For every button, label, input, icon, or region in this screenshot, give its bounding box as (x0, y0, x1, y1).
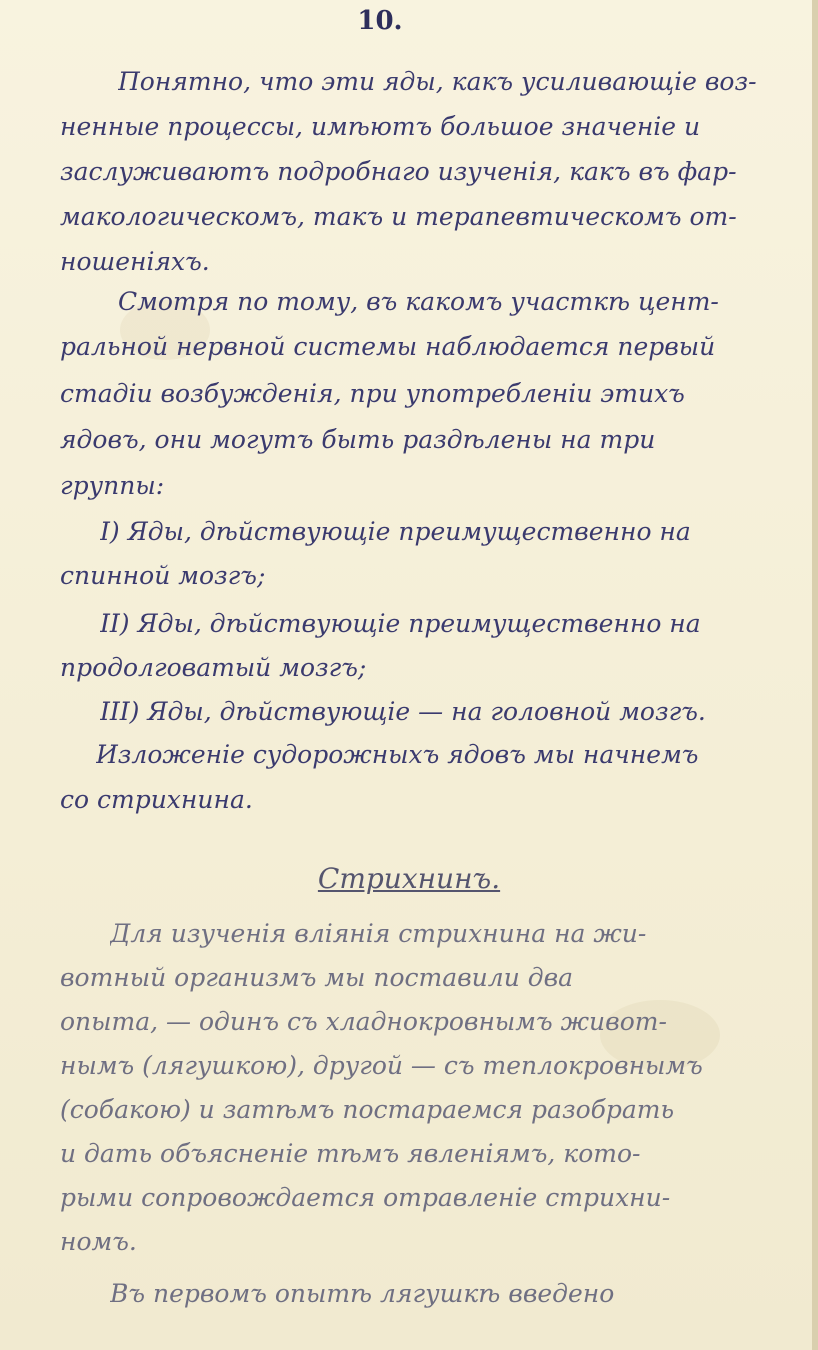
text-line: Въ первомъ опытѣ лягушкѣ введено (110, 1279, 615, 1308)
text-line: и дать объясненіе тѣмъ явленіямъ, кото- (60, 1139, 641, 1168)
text-line: ненные процессы, имѣютъ большое значеніе и (60, 112, 701, 141)
text-line: I) Яды, дѣйствующіе преимущественно на (100, 517, 691, 546)
text-line: ношеніяхъ. (60, 247, 210, 276)
text-line: группы: (60, 471, 165, 500)
text-line: Изложеніе судорожныхъ ядовъ мы начнемъ (96, 740, 699, 769)
text-line: со стрихнина. (60, 785, 253, 814)
page-number: 10. (357, 6, 403, 36)
page-edge (812, 0, 818, 1350)
text-line: III) Яды, дѣйствующіе — на головной мозгъ. (100, 697, 706, 726)
text-line: заслуживаютъ подробнаго изученія, какъ въ фар- (60, 157, 737, 186)
text-line: спинной мозгъ; (60, 561, 266, 590)
text-line: Смотря по тому, въ какомъ участкѣ цент- (118, 287, 719, 316)
text-line: номъ. (60, 1227, 137, 1256)
text-line: макологическомъ, такъ и терапевтическомъ от- (60, 202, 737, 231)
text-line: стадіи возбужденія, при употребленіи этихъ (60, 379, 685, 408)
text-line: (собакою) и затѣмъ постараемся разобрать (60, 1095, 675, 1124)
text-line: Понятно, что эти яды, какъ усиливающіе воз- (118, 67, 757, 96)
text-line: рыми сопровождается отравленіе стрихни- (60, 1183, 671, 1212)
text-line: ральной нервной системы наблюдается первый (60, 332, 716, 361)
text-line: нымъ (лягушкою), другой — съ теплокровнымъ (60, 1051, 703, 1080)
text-line: ядовъ, они могутъ быть раздѣлены на три (60, 425, 656, 454)
text-line: продолговатый мозгъ; (60, 653, 367, 682)
text-line: Для изученія вліянія стрихнина на жи- (110, 919, 647, 948)
text-line: опыта, — одинъ съ хладнокровнымъ живот- (60, 1007, 667, 1036)
text-line: II) Яды, дѣйствующіе преимущественно на (100, 609, 701, 638)
text-line: вотный организмъ мы поставили два (60, 963, 574, 992)
section-heading: Стрихнинъ. (317, 862, 501, 895)
